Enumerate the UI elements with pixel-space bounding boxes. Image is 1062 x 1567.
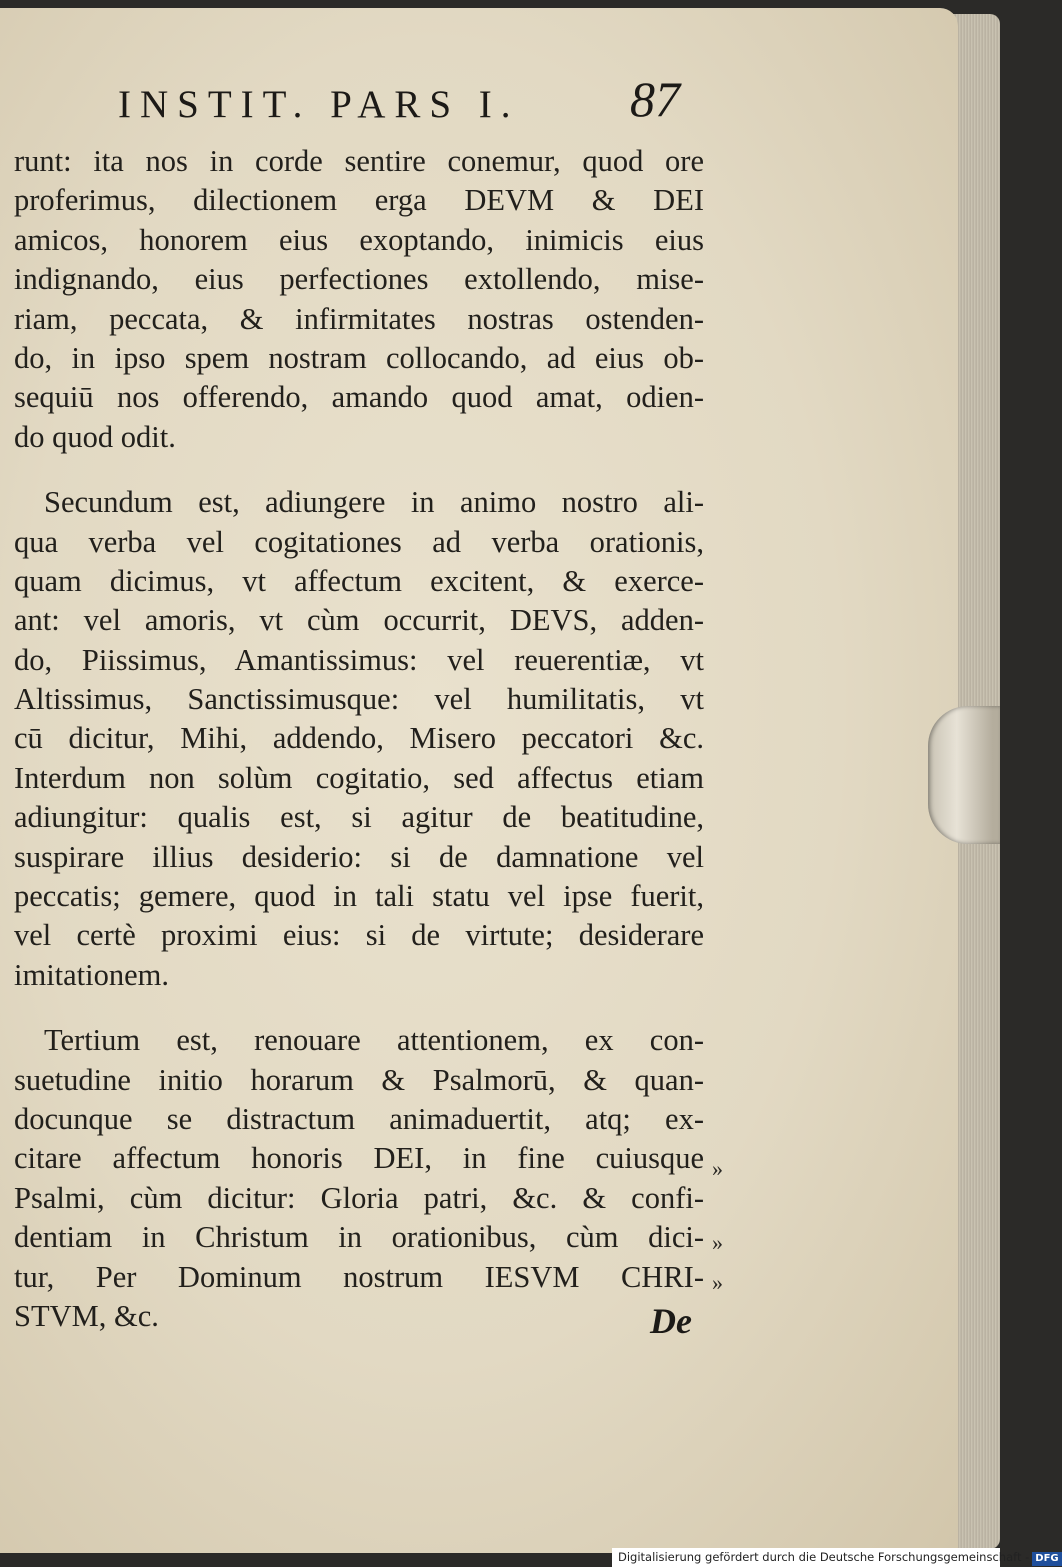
digitization-credit	[612, 1548, 1059, 1567]
margin-quote-mark: »	[712, 1270, 723, 1295]
text-line: cū dicitur, Mihi, addendo, Misero peccatori &c.	[14, 721, 704, 756]
text-line: tur, Per Dominum nostrum IESVM CHRI-	[14, 1259, 704, 1294]
paragraph-2	[14, 483, 704, 995]
text-line: STVM, &c.	[14, 1298, 159, 1333]
text-line: amicos, honorem eius exoptando, inimicis eius	[14, 222, 704, 257]
text-line: suspirare illius desiderio: si de damnatione vel	[14, 839, 704, 874]
text-line: vel certè proximi eius: si de virtute; desiderare	[14, 918, 704, 953]
text-line: sequiū nos offerendo, amando quod amat, odien-	[14, 380, 704, 415]
text-line: riam, peccata, & infirmitates nostras ostenden-	[14, 301, 704, 336]
text-line: do quod odit.	[14, 419, 176, 454]
credit-text: Digitalisierung gefördert durch die Deutsche Forschungsgemeinschaft -	[618, 1550, 1030, 1564]
text-line: indignando, eius perfectiones extollendo, mise-	[14, 262, 704, 297]
running-head	[0, 70, 960, 140]
text-line: adiungitur: qualis est, si agitur de beatitudine,	[14, 800, 704, 835]
text-line: Interdum non solùm cogitatio, sed affectus etiam	[14, 760, 704, 795]
page-number: 87	[630, 71, 680, 127]
margin-quote-mark: »	[712, 1156, 723, 1181]
text-line: Psalmi, cùm dicitur: Gloria patri, &c. & confi-	[14, 1180, 704, 1215]
margin-quote-mark: »	[712, 1230, 723, 1255]
text-line: Altissimus, Sanctissimusque: vel humilitatis, vt	[14, 682, 704, 717]
body-text	[14, 142, 704, 1336]
text-line: quam dicimus, vt affectum excitent, & exerce-	[14, 563, 704, 598]
paragraph-1	[14, 142, 704, 457]
text-line: qua verba vel cogitationes ad verba orationis,	[14, 524, 704, 559]
text-line: Tertium est, renouare attentionem, ex con-	[44, 1023, 704, 1058]
text-line: Secundum est, adiungere in animo nostro ali-	[44, 485, 704, 520]
text-line: suetudine initio horarum & Psalmorū, & quan-	[14, 1062, 704, 1097]
text-line: docunque se distractum animaduertit, atq; ex-	[14, 1101, 704, 1136]
paragraph-3	[14, 1021, 704, 1336]
text-line: ant: vel amoris, vt cùm occurrit, DEVS, adden-	[14, 603, 704, 638]
book-clasp	[928, 706, 1000, 844]
dfg-logo: DFG	[1032, 1552, 1061, 1566]
catchword: De	[650, 1301, 692, 1341]
text-line: imitationem.	[14, 957, 170, 992]
text-line: dentiam in Christum in orationibus, cùm dici-	[14, 1220, 704, 1255]
running-head-title: INSTIT. PARS I.	[118, 83, 520, 126]
text-line: citare affectum honoris DEI, in fine cuiusque	[14, 1141, 704, 1176]
text-line: proferimus, dilectionem erga DEVM & DEI	[14, 183, 704, 218]
text-line: do, in ipso spem nostram collocando, ad eius ob-	[14, 340, 704, 375]
text-line: do, Piissimus, Amantissimus: vel reuerentiæ, vt	[14, 642, 704, 677]
text-line: runt: ita nos in corde sentire conemur, quod ore	[14, 144, 704, 178]
text-line: peccatis; gemere, quod in tali statu vel ipse fuerit,	[14, 879, 704, 914]
